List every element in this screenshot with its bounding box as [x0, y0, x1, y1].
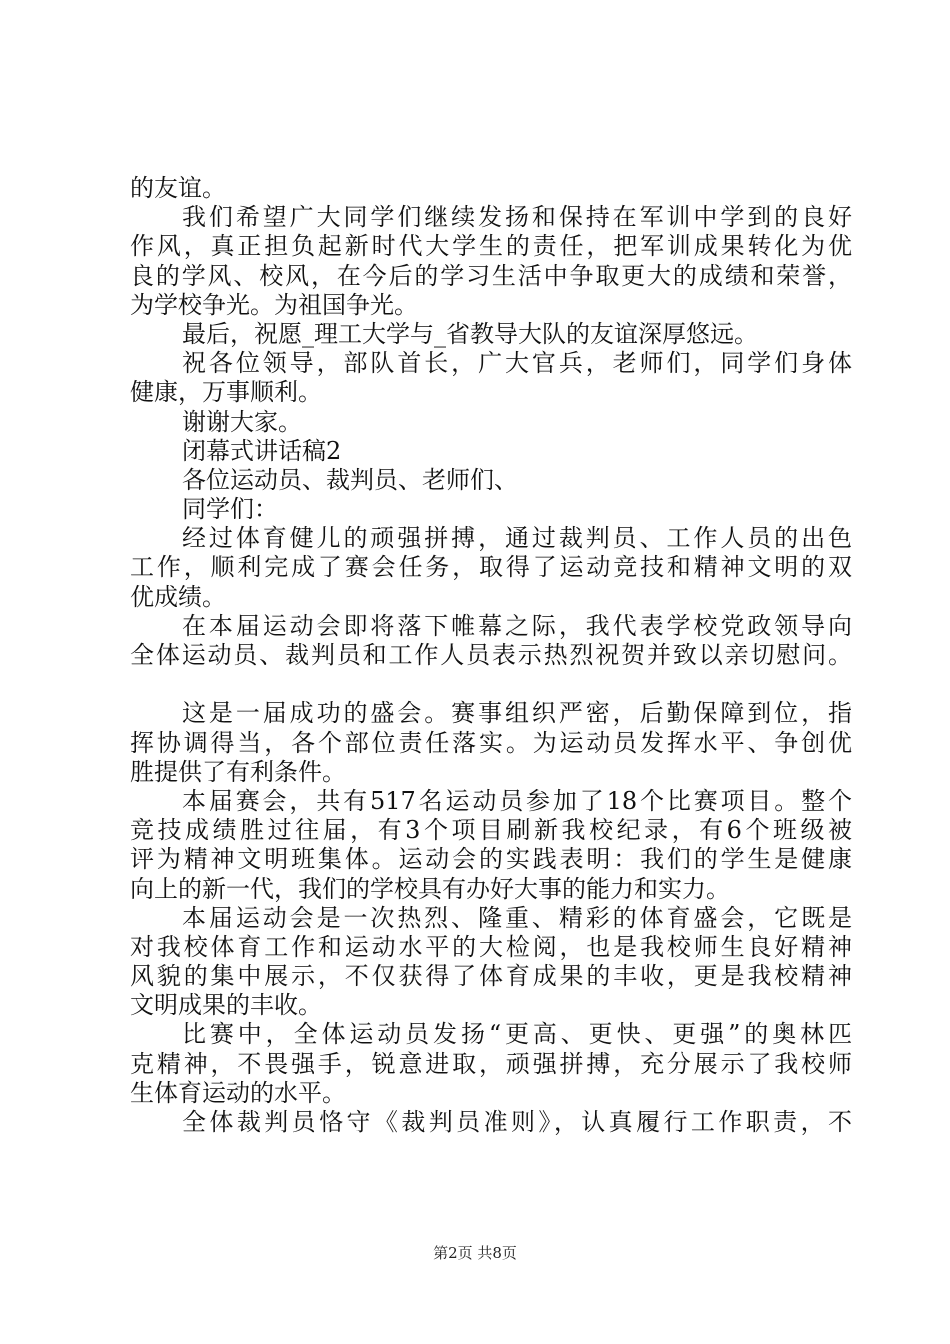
text-line: 本届赛会，共有517名运动员参加了18个比赛项目。整个 — [182, 786, 852, 815]
document-body — [130, 174, 852, 1137]
text-line: 为学校争光。为祖国争光。 — [130, 290, 418, 319]
text-line: 文明成果的丰收。 — [130, 991, 322, 1020]
text-line: 评为精神文明班集体。运动会的实践表明：我们的学生是健康 — [130, 845, 852, 874]
text-line: 对我校体育工作和运动水平的大检阅，也是我校师生良好精神 — [130, 932, 852, 961]
page-footer — [0, 1243, 950, 1263]
text-line: 作风，真正担负起新时代大学生的责任，把军训成果转化为优 — [130, 232, 852, 261]
text-line: 全体裁判员恪守《裁判员准则》，认真履行工作职责，不 — [182, 1108, 852, 1136]
text-line: 工作，顺利完成了赛会任务，取得了运动竞技和精神文明的双 — [130, 553, 852, 582]
text-line: 良的学风、校风，在今后的学习生活中争取更大的成绩和荣誉， — [130, 261, 852, 290]
text-line: 生体育运动的水平。 — [130, 1078, 346, 1107]
text-line: 竞技成绩胜过往届，有3个项目刷新我校纪录，有6个班级被 — [130, 816, 852, 845]
text-line: 风貌的集中展示，不仅获得了体育成果的丰收，更是我校精神 — [130, 962, 852, 991]
text-line: 经过体育健儿的顽强拼搏，通过裁判员、工作人员的出色 — [182, 524, 852, 553]
text-line: 闭幕式讲话稿2 — [182, 436, 342, 465]
page-number-label: 第2页 共8页 — [433, 1244, 517, 1262]
text-line: 向上的新一代，我们的学校具有办好大事的能力和实力。 — [130, 874, 730, 903]
text-line: 优成绩。 — [130, 582, 226, 611]
text-line: 在本届运动会即将落下帷幕之际，我代表学校党政领导向 — [182, 611, 852, 640]
text-line: 挥协调得当，各个部位责任落实。为运动员发挥水平、争创优 — [130, 728, 852, 757]
text-line: 健康，万事顺利。 — [130, 378, 322, 407]
text-line: 本届运动会是一次热烈、隆重、精彩的体育盛会，它既是 — [182, 903, 852, 932]
text-line: 最后，祝愿_理工大学与_省教导大队的友谊深厚悠远。 — [182, 319, 758, 348]
text-line: 比赛中，全体运动员发扬“更高、更快、更强”的奥林匹 — [182, 1020, 852, 1049]
text-line: 同学们： — [182, 495, 278, 524]
text-line: 这是一届成功的盛会。赛事组织严密，后勤保障到位，指 — [182, 699, 852, 728]
text-line: 祝各位领导，部队首长，广大官兵，老师们，同学们身体 — [182, 349, 852, 378]
text-line: 克精神，不畏强手，锐意进取，顽强拼搏，充分展示了我校师 — [130, 1049, 852, 1078]
text-line: 各位运动员、裁判员、老师们、 — [182, 465, 518, 494]
text-line: 我们希望广大同学们继续发扬和保持在军训中学到的良好 — [182, 203, 852, 232]
text-line: 的友谊。 — [130, 174, 226, 202]
text-line: 全体运动员、裁判员和工作人员表示热烈祝贺并致以亲切慰问。 — [130, 641, 852, 669]
text-line: 胜提供了有利条件。 — [130, 757, 346, 786]
blank-line — [130, 670, 852, 699]
text-line: 谢谢大家。 — [182, 407, 302, 436]
